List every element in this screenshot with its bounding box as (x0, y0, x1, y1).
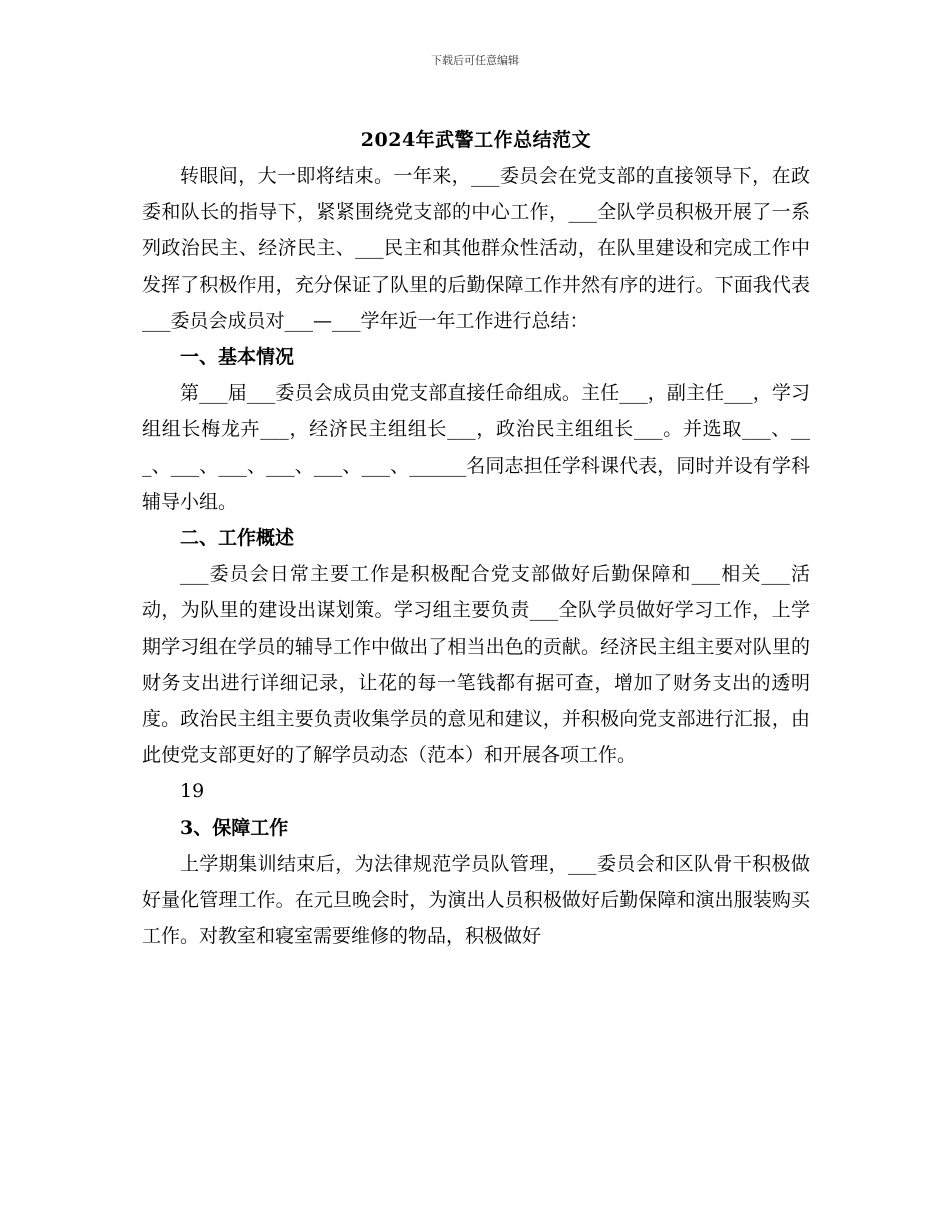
work-overview-paragraph: ___委员会日常主要工作是积极配合党支部做好后勤保障和___相关___活动，为队里的建设出谋划策。学习组主要负责___全队学员做好学习工作，上学期学习组在学员的辅导工作中做出了相当出色的贡献。经济民主组主要对队里的财务支出进行详细记录，让花的每一笔钱都有据可查，增加了财务支出的透明度。政治民主组主要负责收集学员的意见和建议，并积极向党支部进行汇报，由此使党支部更好的了解学员动态（范本）和开展各项工作。 (142, 563, 810, 767)
page-marker: 19 (180, 780, 205, 803)
document-title: 2024年武警工作总结范文 (360, 129, 592, 151)
section-heading-work-overview: 二、工作概述 (180, 527, 295, 550)
section-heading-support-work: 3、保障工作 (180, 816, 289, 839)
intro-paragraph: 转眼间，大一即将结束。一年来，___委员会在党支部的直接领导下，在政委和队长的指导下，紧紧围绕党支部的中心工作，___全队学员积极开展了一系列政治民主、经济民主、___民主和其他群众性活动，在队里建设和完成工作中发挥了积极作用，充分保证了队里的后勤保障工作井然有序的进行。下面我代表___委员会成员对___—___学年近一年工作进行总结： (142, 165, 810, 332)
section-heading-basic-info: 一、基本情况 (180, 346, 295, 369)
support-work-paragraph: 上学期集训结束后，为法律规范学员队管理，___委员会和区队骨干积极做好量化管理工作。在元旦晚会时，为演出人员积极做好后勤保障和演出服装购买工作。对教室和寝室需要维修的物品，积极做好 (142, 852, 810, 948)
header-note: 下载后可任意编辑 (431, 54, 519, 67)
basic-info-paragraph: 第___届___委员会成员由党支部直接任命组成。主任___，副主任___，学习组组长梅龙卉___，经济民主组组长___，政治民主组组长___。并选取___、___、___、___、___、___、___、______名同志担任学科课代表，同时并设有学科辅导小组。 (142, 382, 810, 513)
document-body (142, 122, 810, 954)
